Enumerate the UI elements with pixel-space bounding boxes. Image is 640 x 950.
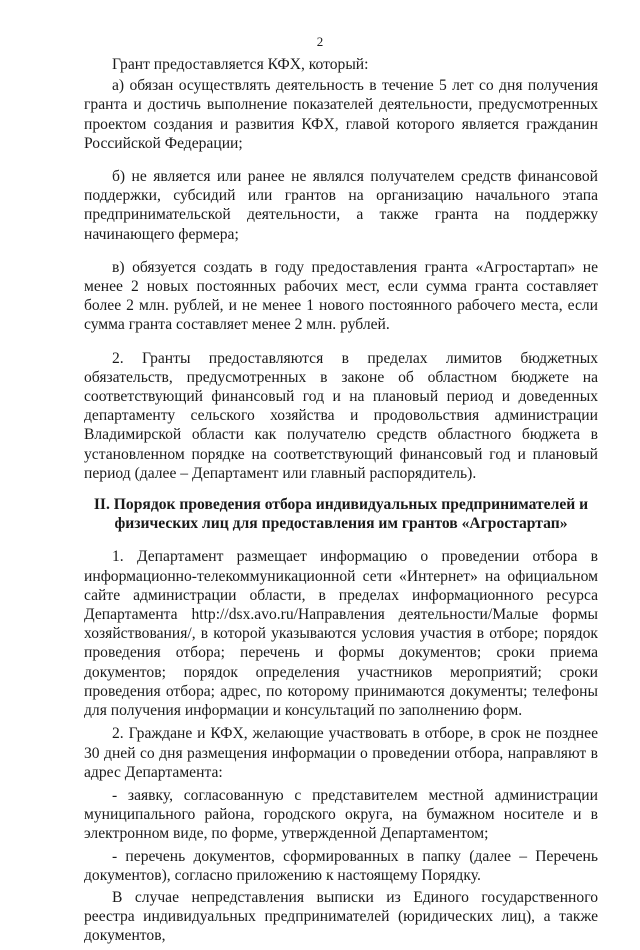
condition-item-a: а) обязан осуществлять деятельность в течение 5 лет со дня получения гранта и достичь выполнение показателей деятельности, предусмотренных проектом создания и развития КФХ, главой которого является гражданин Российской Федерации; (84, 77, 598, 152)
section2-heading (84, 495, 598, 533)
list-item-documents: - перечень документов, сформированных в папку (далее – Перечень документов), согласно приложению к настоящему Порядку. (84, 847, 598, 884)
section2-paragraph-extract: В случае непредставления выписки из Единого государственного реестра индивидуальных предпринимателей (юридических лиц), а также документов, (84, 888, 598, 945)
document-body (84, 55, 598, 950)
condition-item-v: в) обязуется создать в году предоставления гранта «Агростартап» не менее 2 новых постоянных рабочих мест, если сумма гранта составляет более 2 млн. рублей, и не менее 1 нового постоянного рабочего места, если сумма гранта составляет менее 2 млн. рублей. (84, 258, 598, 334)
condition-item-b: б) не является или ранее не являлся получателем средств финансовой поддержки, субсидий или грантов на организацию начального этапа предпринимательской деятельности, а также гранта на поддержку начинающего фермера; (84, 168, 598, 243)
list-item-application: - заявку, согласованную с представителем местной администрации муниципального района, городского округа, на бумажном носителе и в электронном виде, по форме, утвержденной Департаментом; (84, 786, 598, 843)
section2-point1: 1. Департамент размещает информацию о проведении отбора в информационно-телекоммуникационной сети «Интернет» на официальном сайте администрации области, в пределах информационного ресурса Департамента http://dsx.avo.ru/Направления деятельности/Малые формы хозяйствования/, в которой указываются условия участия в отборе; порядок проведения отбора; перечень и формы документов; сроки приема документов; порядок определения участников мероприятий; сроки проведения отбора; адрес, по которому принимаются документы; телефоны для получения информации и консультаций по заполнению форм. (84, 548, 598, 720)
section1-point2: 2. Гранты предоставляются в пределах лимитов бюджетных обязательств, предусмотренных в законе об областном бюджете на соответствующий финансовый год и на плановый период и доведенных департаменту сельского хозяйства и продовольствия администрации Владимирской области как получателю средств областного бюджета в установленном порядке на соответствующий финансовый год и плановый период (далее – Департамент или главный распорядитель). (84, 349, 598, 482)
section2-heading-line2: физических лиц для предоставления им грантов «Агростартап» (114, 515, 568, 533)
section2-point2: 2. Граждане и КФХ, желающие участвовать в отборе, в срок не позднее 30 дней со дня размещения информации о проведении отбора, направляют в адрес Департамента: (84, 725, 598, 781)
page-number: 2 (316, 34, 324, 49)
grant-conditions-intro: Грант предоставляется КФХ, который: (112, 56, 369, 73)
section2-heading-line1: II. Порядок проведения отбора индивидуальных предпринимателей и (93, 496, 589, 514)
